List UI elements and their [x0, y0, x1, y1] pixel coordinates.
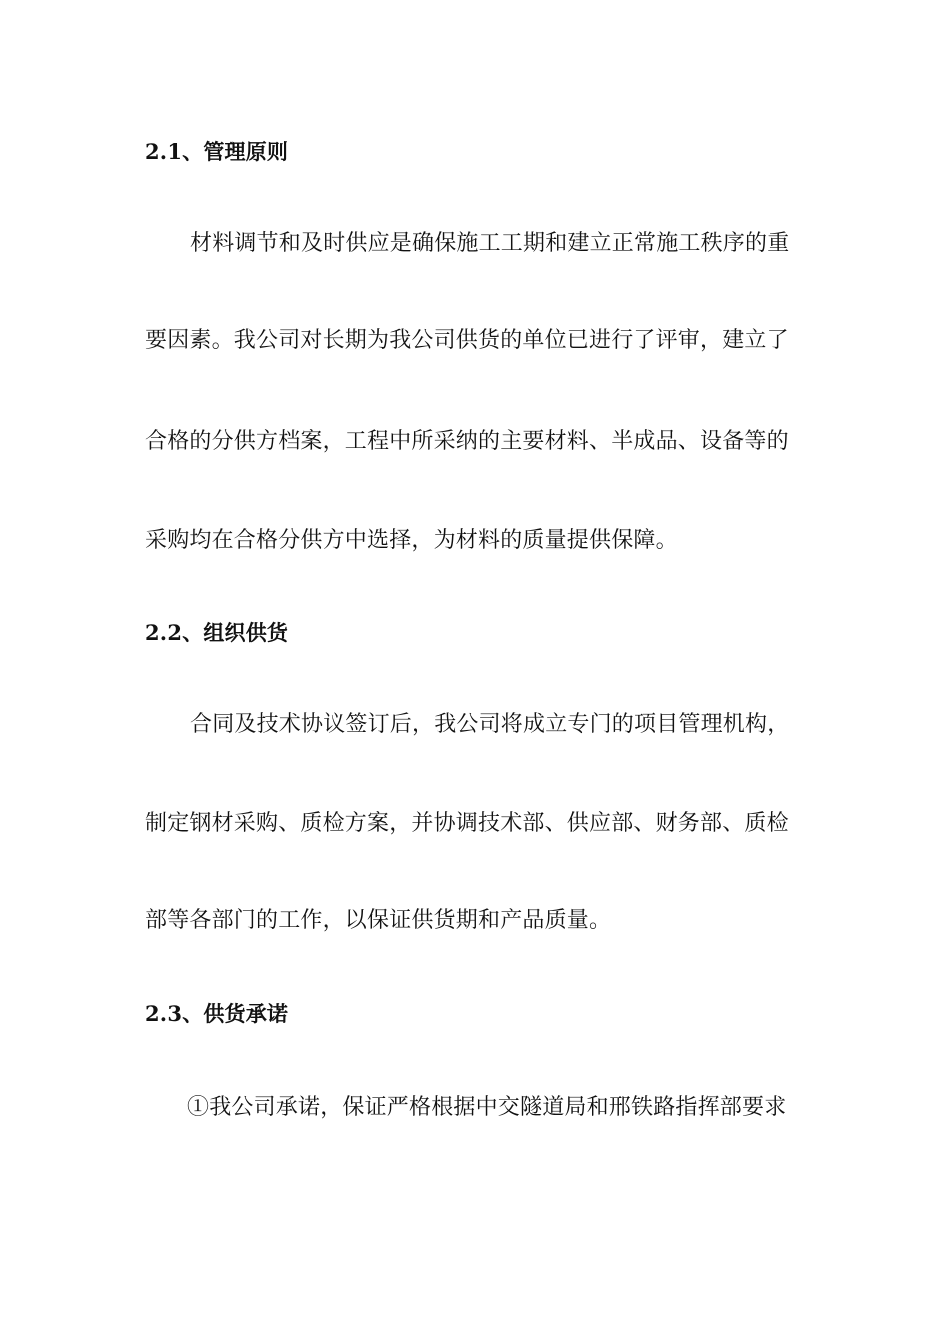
paragraph-line: 合同及技术协议签订后，我公司将成立专门的项目管理机构，: [190, 712, 790, 737]
section-heading-2-2: 2.2、组织供货: [145, 620, 289, 645]
paragraph-line: 材料调节和及时供应是确保施工工期和建立正常施工秩序的重: [190, 231, 790, 256]
section-heading-2-3: 2.3、供货承诺: [145, 1001, 289, 1026]
section-heading-2-1: 2.1、管理原则: [145, 139, 289, 164]
paragraph-line: ①我公司承诺，保证严格根据中交隧道局和邢铁路指挥部要求: [187, 1095, 787, 1120]
paragraph-line: 部等各部门的工作，以保证供货期和产品质量。: [145, 908, 612, 933]
paragraph-line: 要因素。我公司对长期为我公司供货的单位已进行了评审，建立了: [145, 328, 789, 353]
paragraph-line: 合格的分供方档案，工程中所采纳的主要材料、半成品、设备等的: [145, 429, 789, 454]
paragraph-line: 采购均在合格分供方中选择，为材料的质量提供保障。: [145, 528, 678, 553]
paragraph-line: 制定钢材采购、质检方案，并协调技术部、供应部、财务部、质检: [145, 811, 789, 836]
